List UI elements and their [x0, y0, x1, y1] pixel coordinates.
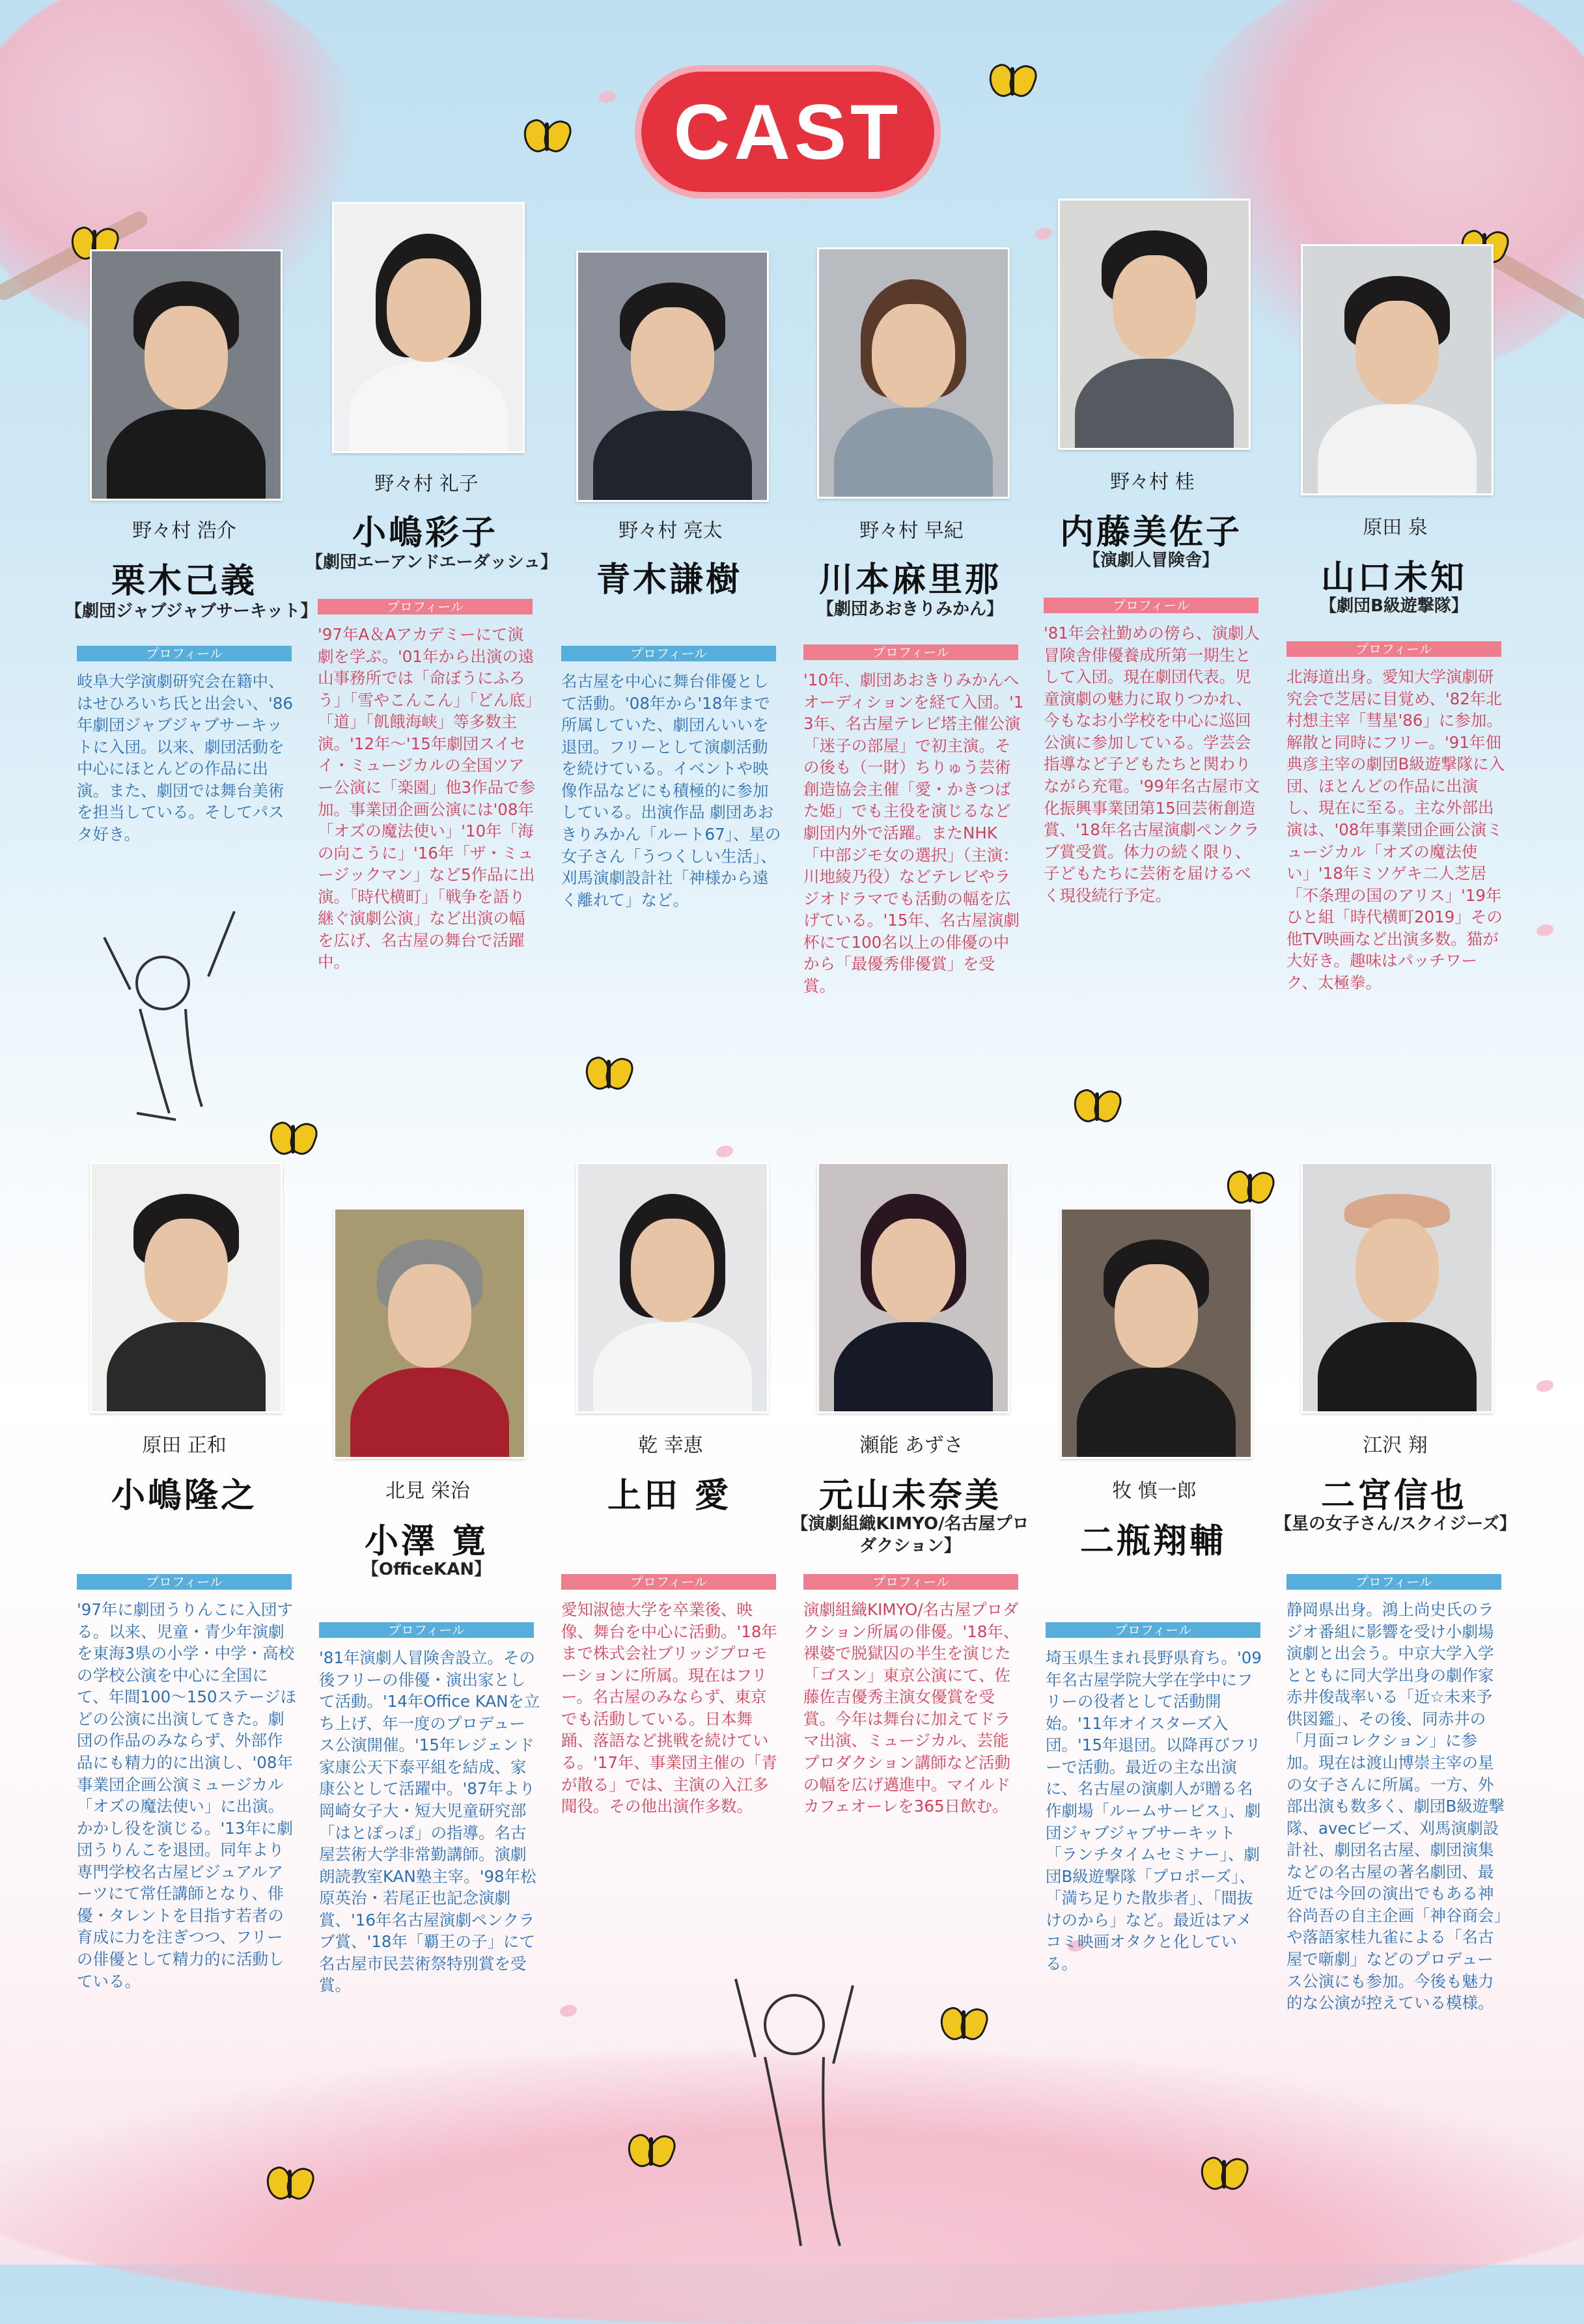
cast-role: 江沢 翔	[1363, 1434, 1428, 1457]
butterfly-icon	[1074, 1087, 1120, 1126]
petal	[1536, 924, 1553, 936]
cast-name: 上田 愛	[607, 1476, 732, 1515]
cast-photo	[576, 1162, 769, 1413]
cast-role: 野々村 亮太	[618, 519, 723, 542]
cast-name: 川本麻里那	[818, 560, 1001, 600]
cast-name: 小澤 寛	[364, 1522, 489, 1561]
cast-affiliation: 【星の女子さん/スクイジーズ】	[1275, 1514, 1516, 1534]
profile-label: プロフィール	[318, 599, 533, 615]
cast-affiliation: 【劇団あおきりみかん】	[816, 600, 1003, 619]
cast-affiliation: 【劇団B級遊撃隊】	[1320, 596, 1468, 616]
cast-photo	[333, 1208, 526, 1459]
cast-affiliation: 【演劇組織KIMYO/名古屋プロダクション】	[791, 1514, 1029, 1556]
cast-bio: '10年、劇団あおきりみかんへオーディションを経て入団。'13年、名古屋テレビ塔主催公演「迷子の部屋」で初主演。その後も（一財）ちりゅう芸術創造協会主催「愛・かきつばた姫」でも主役を演じるなど劇団内外で活躍。またNHK「中部ジモ女の選択」（主演：川地綾乃役）などテレビやラジオドラマでも活動の幅を広げている。'15年、名古屋演劇杯にて100名以上の俳優の中から「最優秀俳優賞」を受賞。	[803, 671, 1024, 995]
petal	[1035, 228, 1052, 240]
cast-name: 小嶋隆之	[111, 1476, 257, 1515]
cast-photo	[1060, 1208, 1253, 1459]
cast-name: 山口未知	[1320, 559, 1467, 598]
cast-bio: 静岡県出身。鴻上尚史氏のラジオ番組に影響を受け小劇場演劇と出会う。中京大学入学とともに同大学出身の劇作家赤井俊哉率いる「近☆未来予供図鑑」、その後、同赤井の「月面コレクション」に参加。現在は渡山博崇主宰の星の女子さんに所属。一方、外部出演も数多く、劇団B級遊撃隊、avecビーズ、刈馬演劇設計社、劇団名古屋、劇団演集などの名古屋の著名劇団、最近では今回の演出でもある神谷尚吾の自主企画「神谷商会」や落語家桂九雀による「名古屋で噺劇」などのプロデュース公演にも参加。今後も魅力的な公演が控えている模様。	[1286, 1600, 1505, 2013]
petal	[599, 91, 616, 103]
cast-photo	[90, 1162, 283, 1413]
butterfly-icon	[941, 2005, 986, 2044]
cast-bio: 愛知淑徳大学を卒業後、映像、舞台を中心に活動。'18年まで株式会社ブリッジプロモーションに所属。現在はフリー。名古屋のみならず、東京でも活動している。日本舞踊、落語など挑戦を続けている。'17年、事業団主催の「青が散る」では、主演の入江多聞役。その他出演作多数。	[561, 1600, 777, 1816]
thumbs-up-man-illustration	[710, 1953, 879, 2252]
petal	[716, 1146, 733, 1157]
cast-affiliation: 【劇団ジャブジャブサーキット】	[65, 602, 318, 621]
profile-label: プロフィール	[803, 644, 1018, 660]
butterfly-icon	[628, 2132, 674, 2171]
cast-role: 北見 栄治	[385, 1480, 470, 1502]
cast-photo	[90, 249, 283, 501]
cast-bio: 岐阜大学演劇研究会在籍中、はせひろいち氏と出会い、'86年劇団ジャブジャブサーキットに入団。以来、劇団活動を中心にほとんどの作品に出演。また、劇団では舞台美術を担当している。そしてパスタ好き。	[77, 672, 293, 844]
cast-name: 二宮信也	[1320, 1476, 1467, 1515]
cast-bio: '81年演劇人冒険舎設立。その後フリーの俳優・演出家として活動。'14年Office KANを立ち上げ、年一度のプロデュース公演開催。'15年レジェンド家康公天下泰平組を結成、家康公として活躍中。'87年より岡崎女子大・短大児童研究部「はとぽっぽ」の指導。名古屋芸術大学非常勤講師。演劇朗読教室KAN塾主宰。'98年松原英治・若尾正也記念演劇賞、'16年名古屋演劇ペンクラブ賞、'18年「覇王の子」にて名古屋市民芸術祭特別賞を受賞。	[319, 1648, 540, 1995]
cast-bio: 北海道出身。愛知大学演劇研究会で芝居に目覚め、'82年北村想主宰「彗星'86」に参加。解散と同時にフリー。'91年佃典彦主宰の劇団B級遊撃隊に入団、ほとんどの作品に出演し、現在に至る。主な外部出演は、'08年事業団企画公演ミュージカル「オズの魔法使い」'18年ミソゲキ二人芝居「不条理の国のアリス」'19年ひと組「時代横町2019」その他TV映画など出演多数。猫が大好き。趣味はパッチワーク、太極拳。	[1286, 667, 1505, 992]
cast-bio: 演劇組織KIMYO/名古屋プロダクション所属の俳優。'18年、裸婆で脱獄囚の半生を演じた「ゴスン」東京公演にて、佐藤佐吉優秀主演女優賞を受賞。今年は舞台に加えてドラマ出演、ミュージカル、芸能プロダクション講師など活動の幅を広げ邁進中。マイルドカフェオーレを365日飲む。	[803, 1600, 1020, 1816]
cast-role: 瀬能 あずさ	[859, 1434, 964, 1457]
cast-bio: 埼玉県生まれ長野県育ち。'09年名古屋学院大学在学中にフリーの役者として活動開始。'11年オイスターズ入団。'15年退団。以降再びフリーで活動。最近の主な出演に、名古屋の演劇人が贈る名作劇場「ルームサービス」、劇団ジャブジャブサーキット「ランチタイムセミナー」、劇団B級遊撃隊「プロポーズ」、「満ち足りた散歩者」、「間抜けのから」など。最近はアメコミ映画オタクと化している。	[1046, 1648, 1262, 1973]
profile-label: プロフィール	[1044, 598, 1258, 613]
cast-bio: '81年会社勤めの傍ら、演劇人冒険舎俳優養成所第一期生として入団。現在劇団代表。児童演劇の魅力に取りつかれ、今もなお小学校を中心に巡回公演に参加している。学芸会指導など子どもたちと関わりながら充電。'99年名古屋市文化振興事業団第15回芸術創造賞、'18年名古屋演劇ペンクラブ賞受賞。体力の続く限り、子どもたちに芸術を届けるべく現役続行予定。	[1044, 624, 1260, 905]
profile-label: プロフィール	[77, 1574, 292, 1590]
cast-bio: '97年A＆Aアカデミーにて演劇を学ぶ。'01年から出演の遠山事務所では「命ぼうにふろう」「雪やこんこん」「どん底」「道」「飢餓海峡」等多数主演。'12年〜'15年劇団スイセイ・ミュージカルの全国ツアー公演に「楽園」他3作品で参加。事業団企画公演には'08年「オズの魔法使い」'10年「海の向こうに」'16年「ザ・ミュージックマン」など5作品に出演。「時代横町」「戦争を語り継ぐ演劇公演」など出演の幅を広げ、名古屋の舞台で活躍中。	[318, 625, 536, 972]
cast-name: 二瓶翔輔	[1079, 1522, 1226, 1561]
cast-role: 野々村 礼子	[374, 473, 479, 495]
cast-role: 乾 幸恵	[638, 1434, 703, 1457]
dancing-man-illustration	[91, 898, 247, 1133]
cast-title: CAST	[673, 88, 902, 176]
cast-name: 栗木己義	[111, 562, 257, 601]
butterfly-icon	[270, 1120, 316, 1159]
butterfly-icon	[1201, 2155, 1247, 2194]
cast-role: 原田 泉	[1363, 516, 1428, 539]
cast-affiliation: 【OfficeKAN】	[361, 1560, 492, 1579]
cast-title-badge	[641, 72, 934, 192]
cast-photo	[1301, 244, 1494, 495]
cast-photo	[817, 1162, 1010, 1413]
profile-label: プロフィール	[561, 1574, 776, 1590]
cast-role: 野々村 桂	[1110, 471, 1195, 493]
cast-photo	[1058, 199, 1251, 450]
butterfly-icon	[586, 1055, 632, 1094]
cast-name: 小嶋彩子	[352, 514, 498, 553]
cast-role: 牧 慎一郎	[1112, 1480, 1197, 1502]
butterfly-icon	[267, 2165, 313, 2204]
cast-name: 元山未奈美	[818, 1476, 1001, 1515]
butterfly-icon	[990, 62, 1035, 101]
butterfly-icon	[524, 117, 570, 156]
profile-label: プロフィール	[77, 646, 292, 661]
petal	[560, 2005, 577, 2017]
profile-label: プロフィール	[803, 1574, 1018, 1590]
cast-photo	[576, 251, 769, 502]
profile-label: プロフィール	[1046, 1622, 1260, 1638]
cast-affiliation: 【劇団エーアンドエーダッシュ】	[306, 553, 558, 572]
cast-photo	[332, 202, 525, 453]
cast-name: 内藤美佐子	[1059, 513, 1242, 552]
cast-photo	[817, 247, 1010, 499]
cast-photo	[1301, 1162, 1494, 1413]
cast-name: 青木謙樹	[596, 560, 742, 600]
profile-label: プロフィール	[319, 1622, 534, 1638]
profile-label: プロフィール	[1286, 641, 1501, 657]
profile-label: プロフィール	[561, 646, 776, 661]
cast-role: 野々村 早紀	[859, 519, 964, 542]
cast-affiliation: 【演劇人冒険舎】	[1083, 551, 1219, 570]
cast-bio: 名古屋を中心に舞台俳優として活動。'08年から'18年まで所属していた、劇団んいいを退団。フリーとして演劇活動を続けている。イベントや映像作品などにも積極的に参加している。出演作品 劇団あおきりみかん「ルート67」、星の女子さん「うつくしい生活」、刈馬演劇設計社「神様から遠く離れて」など。	[561, 672, 781, 909]
cast-role: 原田 正和	[142, 1434, 227, 1457]
profile-label: プロフィール	[1286, 1574, 1501, 1590]
cast-bio: '97年に劇団うりんこに入団する。以来、児童・青少年演劇を東海3県の小学・中学・高校の学校公演を中心に全国にて、年間100〜150ステージほどの公演に出演してきた。劇団の作品のみならず、外部作品にも精力的に出演し、'08年事業団企画公演ミュージカル「オズの魔法使い」に出演。かかし役を演じる。'13年に劇団うりんこを退団。同年より専門学校名古屋ビジュアルアーツにて常任講師となり、俳優・タレントを目指す若者の育成に力を注ぎつつ、フリーの俳優として精力的に活動している。	[77, 1600, 297, 1991]
cast-role: 野々村 浩介	[132, 519, 236, 542]
petal	[1536, 1380, 1553, 1392]
butterfly-icon	[1227, 1169, 1273, 1208]
